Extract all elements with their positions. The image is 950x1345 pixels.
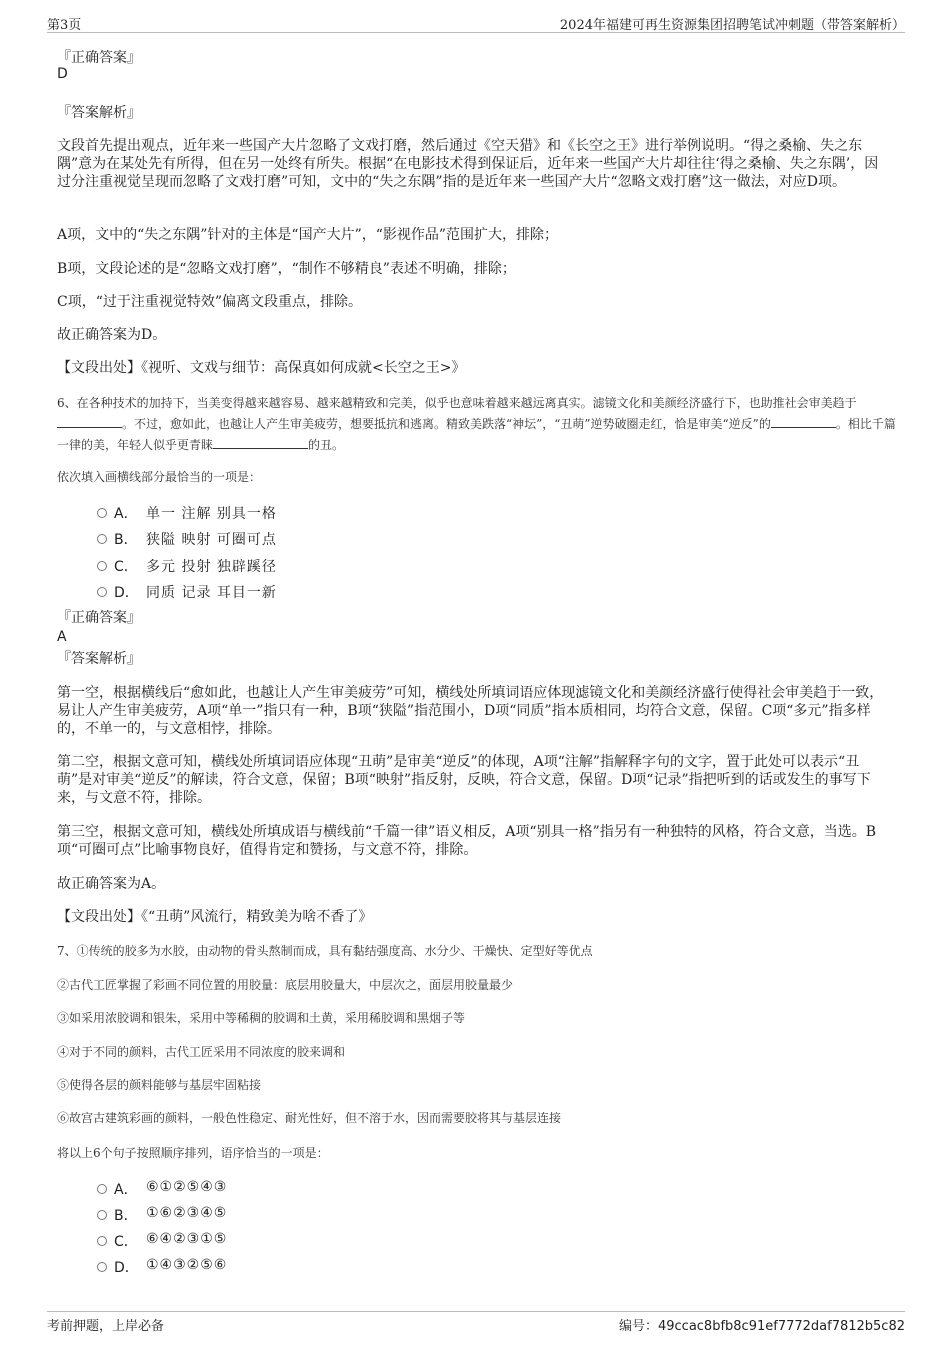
radio-button[interactable]: [97, 1184, 107, 1194]
page-header: [47, 12, 905, 33]
source-citation: 【文段出处】《“丑萌”风流行，精致美为啥不香了》: [57, 909, 373, 925]
radio-button[interactable]: [97, 1236, 107, 1246]
answer-value: D: [57, 66, 68, 82]
document-title: 2024年福建可再生资源集团招聘笔试冲刺题（带答案解析）: [559, 18, 905, 33]
sentence-3: ③如采用浓胶调和银朱，采用中等稀稠的胶调和土黄，采用稀胶调和黑烟子等: [57, 1011, 466, 1025]
sentence-1: 7、①传统的胶多为水胶，由动物的骨头熬制而成，具有黏结强度高、水分少、干燥快、定型好等优点: [57, 944, 593, 958]
analysis-paragraph: B项，文段论述的是“忽略文戏打磨”，“制作不够精良”表述不明确，排除；: [57, 261, 516, 277]
answer-value: A: [57, 629, 67, 645]
analysis-paragraph: 文段首先提出观点，近年来一些国产大片忽略了文戏打磨，然后通过《空天猎》和《长空之王》进行举例说明。“得之桑榆、失之东隅”意为在某处先有所得，但在另一处终有所失。根据“在电影技术得到保证后，近年来一些国产大片却往往‘得之桑榆、失之东隅’，因过分注重视觉呈现而忽略了文戏打磨”可知，文中的“失之东隅”指的是近年来一些国产大片“忽略文戏打磨”这一做法，对应D项。: [57, 138, 879, 190]
radio-button[interactable]: [97, 561, 107, 571]
question-prompt: 将以上6个句子按照顺序排列，语序恰当的一项是：: [57, 1146, 329, 1160]
question-prompt: 依次填入画横线部分最恰当的一项是：: [57, 470, 262, 484]
radio-button[interactable]: [97, 508, 107, 518]
sentence-5: ⑤使得各层的颜料能够与基层牢固粘接: [57, 1078, 262, 1092]
analysis-paragraph: 第二空，根据文意可知，横线处所填词语应体现“丑萌”是审美“逆反”的体现，A项“注解”指解释字句的文字，置于此处可以表示“丑萌”是对审美“逆反”的解读，符合文意，保留；B项“映射”指反射，反映，符合文意，保留。D项“记录”指把听到的话或发生的事写下来，与文意不符，排除。: [57, 754, 871, 806]
sentence-4: ④对于不同的颜料，古代工匠采用不同浓度的胶来调和: [57, 1045, 346, 1059]
analysis-paragraph: C项，“过于注重视觉特效”偏离文段重点，排除。: [57, 294, 363, 310]
analysis-conclusion: 故正确答案为A。: [57, 876, 166, 892]
analysis-label: 『答案解析』: [57, 105, 141, 121]
answer-label: 『正确答案』: [57, 610, 141, 626]
analysis-paragraph: 第三空，根据文意可知，横线处所填成语与横线前“千篇一律”语义相反，A项“别具一格”指另有一种独特的风格，符合文意，当选。B项“可圈可点”比喻事物良好，值得肯定和赞扬，与文意不符，排除。: [57, 824, 877, 858]
radio-button[interactable]: [97, 534, 107, 544]
document-id: 编号：49ccac8bfb8c91ef7772daf7812b5c82: [618, 1319, 905, 1334]
page-number: 第3页: [47, 18, 82, 33]
fill-blank: [57, 415, 122, 428]
answer-label: 『正确答案』: [57, 50, 141, 66]
radio-button[interactable]: [97, 587, 107, 597]
footer-slogan: 考前押题，上岸必备: [47, 1319, 165, 1334]
radio-button[interactable]: [97, 1210, 107, 1220]
analysis-label: 『答案解析』: [57, 651, 141, 667]
fill-blank: [771, 415, 836, 428]
sentence-2: ②古代工匠掌握了彩画不同位置的用胶量：底层用胶量大，中层次之，面层用胶量最少: [57, 978, 514, 992]
radio-button[interactable]: [97, 1262, 107, 1272]
analysis-paragraph: A项，文中的“失之东隅”针对的主体是“国产大片”，“影视作品”范围扩大，排除；: [57, 227, 559, 243]
analysis-conclusion: 故正确答案为D。: [57, 327, 167, 343]
fill-blank: [213, 436, 308, 449]
source-citation: 【文段出处】《视听、文戏与细节：高保真如何成就<长空之王>》: [57, 360, 466, 376]
page-footer: [47, 1311, 905, 1336]
analysis-paragraph: 第一空，根据横线后“愈如此，也越让人产生审美疲劳”可知，横线处所填词语应体现滤镜文化和美颜经济盛行使得社会审美趋于一致，易让人产生审美疲劳，A项“单一”指只有一种，B项“狭隘”指范围小，D项“同质”指本质相同，均符合文意，保留。C项“多元”指多样的，不单一的，与文意相悖，排除。: [57, 685, 884, 737]
question-stem: 6、在各种技术的加持下，当美变得越来越容易、越来越精致和完美，似乎也意味着越来越远离真实。滤镜文化和美颜经济盛行下，也助推社会审美趋于。不过，愈如此，也越让人产生审美疲劳，想要抵抗和逃离。精致美跌落“神坛”，“丑萌”逆势破圈走红，恰是审美“逆反”的 。相比千篇一律的美，年轻人似乎更青睐 的丑。: [57, 396, 896, 452]
sentence-6: ⑥故宫古建筑彩画的颜料，一般色性稳定、耐光性好，但不溶于水，因而需要胶将其与基层连接: [57, 1111, 562, 1125]
